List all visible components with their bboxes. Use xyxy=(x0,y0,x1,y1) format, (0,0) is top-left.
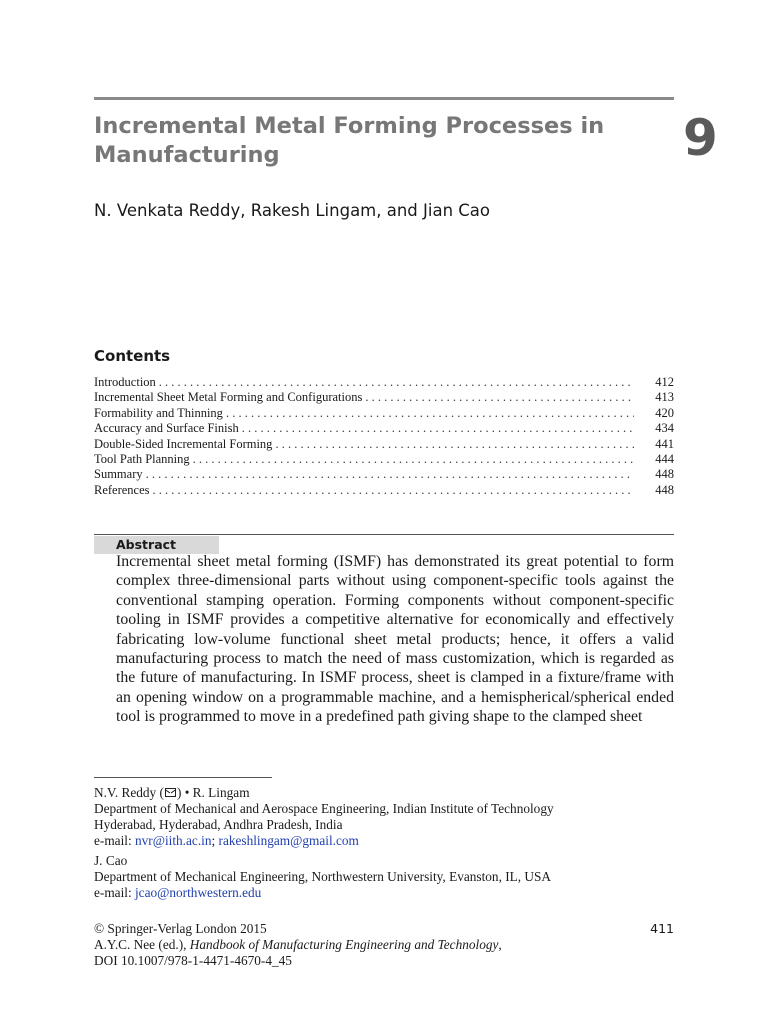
toc-entry-introduction[interactable] xyxy=(94,375,674,390)
contents-heading: Contents xyxy=(94,347,171,365)
affiliation-address: Hyderabad, Hyderabad, Andhra Pradesh, India xyxy=(94,817,343,832)
citation-editor: A.Y.C. Nee (ed.), xyxy=(94,937,190,952)
chapter-authors: N. Venkata Reddy, Rakesh Lingam, and Jian Cao xyxy=(94,201,491,220)
toc-entry-tool-path[interactable] xyxy=(94,452,674,467)
toc-entry-page: 420 xyxy=(655,405,674,420)
toc-entry-label: Summary xyxy=(94,467,143,482)
affiliation-email xyxy=(94,833,694,849)
table-of-contents xyxy=(94,375,674,498)
toc-entry-accuracy[interactable] xyxy=(94,421,674,436)
toc-entry-page: 448 xyxy=(655,482,674,497)
abstract-label: Abstract xyxy=(116,537,177,552)
affiliation-reddy-lingam xyxy=(94,785,694,849)
affiliation-cao xyxy=(94,853,694,901)
email-link-cao[interactable]: jcao@northwestern.edu xyxy=(134,885,262,900)
toc-entry-configurations[interactable] xyxy=(94,390,674,405)
affiliation-email xyxy=(94,885,694,901)
chapter-title: Incremental Metal Forming Processes in Manufacturing xyxy=(94,113,605,168)
toc-entry-page: 448 xyxy=(655,467,674,482)
toc-leader-dots xyxy=(153,483,634,498)
affiliation-department: Department of Mechanical and Aerospace Engineering, Indian Institute of Technology xyxy=(94,801,554,816)
toc-entry-label: Formability and Thinning xyxy=(94,405,223,420)
publication-footer xyxy=(94,921,674,969)
affiliation-department: Department of Mechanical Engineering, Northwestern University, Evanston, IL, USA xyxy=(94,869,552,884)
toc-entry-label: Tool Path Planning xyxy=(94,451,190,466)
toc-entry-label: Incremental Sheet Metal Forming and Configurations xyxy=(94,390,363,405)
citation-suffix: , xyxy=(498,937,502,952)
footnote-rule xyxy=(94,777,272,778)
affiliation-names: J. Cao xyxy=(94,853,128,868)
toc-entry-label: References xyxy=(94,482,150,497)
toc-entry-double-sided[interactable] xyxy=(94,437,674,452)
toc-entry-page: 412 xyxy=(655,375,674,389)
toc-entry-label: Accuracy and Surface Finish xyxy=(94,421,239,436)
toc-entry-page: 413 xyxy=(655,390,674,405)
affiliation-names xyxy=(94,785,694,801)
email-link-lingam[interactable]: rakeshlingam@gmail.com xyxy=(218,833,359,848)
citation-book-title: Handbook of Manufacturing Engineering and Technology xyxy=(189,937,499,952)
toc-entry-summary[interactable] xyxy=(94,467,674,482)
chapter-number: 9 xyxy=(683,109,718,167)
email-separator: ; xyxy=(211,833,219,848)
email-link-reddy[interactable]: nvr@iith.ac.in xyxy=(134,833,212,848)
toc-entry-label: Double-Sided Incremental Forming xyxy=(94,436,273,451)
toc-leader-dots xyxy=(146,467,634,482)
toc-entry-references[interactable] xyxy=(94,483,674,498)
toc-leader-dots xyxy=(159,375,634,390)
author-name-lingam: ) • R. Lingam xyxy=(176,785,250,800)
email-label: e-mail: xyxy=(94,833,135,848)
toc-leader-dots xyxy=(365,390,634,405)
top-rule xyxy=(94,97,674,100)
abstract-rule xyxy=(94,534,674,535)
author-name-reddy: N.V. Reddy ( xyxy=(94,785,164,800)
email-label: e-mail: xyxy=(94,885,135,900)
abstract-text: Incremental sheet metal forming (ISMF) has demonstrated its great potential to form complex three-dimensional parts without using component-specific tools against the conventional stamping operation. Forming components without component-specific tooling in ISMF provides a competitive alternative for economically and effectively fabricating low-volume functional sheet metal products; hence, it offers a valid manufacturing process to match the need of mass customization, which is regarded as the future of manufacturing. In ISMF process, sheet is clamped in a fixture/frame with an opening window on a programmable machine, and a hemispherical/spherical ended tool is programmed to move in a predefined path giving shape to the clamped sheet xyxy=(116,553,674,726)
toc-leader-dots xyxy=(193,452,634,467)
citation-line xyxy=(94,937,674,953)
envelope-icon xyxy=(165,788,176,797)
toc-entry-page: 444 xyxy=(655,451,674,466)
toc-entry-label: Introduction xyxy=(94,375,156,389)
page-number: 411 xyxy=(650,921,674,936)
toc-entry-page: 434 xyxy=(655,421,674,436)
doi-line: DOI 10.1007/978-1-4471-4670-4_45 xyxy=(94,953,292,968)
toc-leader-dots xyxy=(226,406,634,421)
toc-entry-formability[interactable] xyxy=(94,406,674,421)
toc-leader-dots xyxy=(242,421,634,436)
copyright-line: © Springer-Verlag London 2015 xyxy=(94,921,267,936)
toc-entry-page: 441 xyxy=(655,436,674,451)
toc-leader-dots xyxy=(275,437,634,452)
